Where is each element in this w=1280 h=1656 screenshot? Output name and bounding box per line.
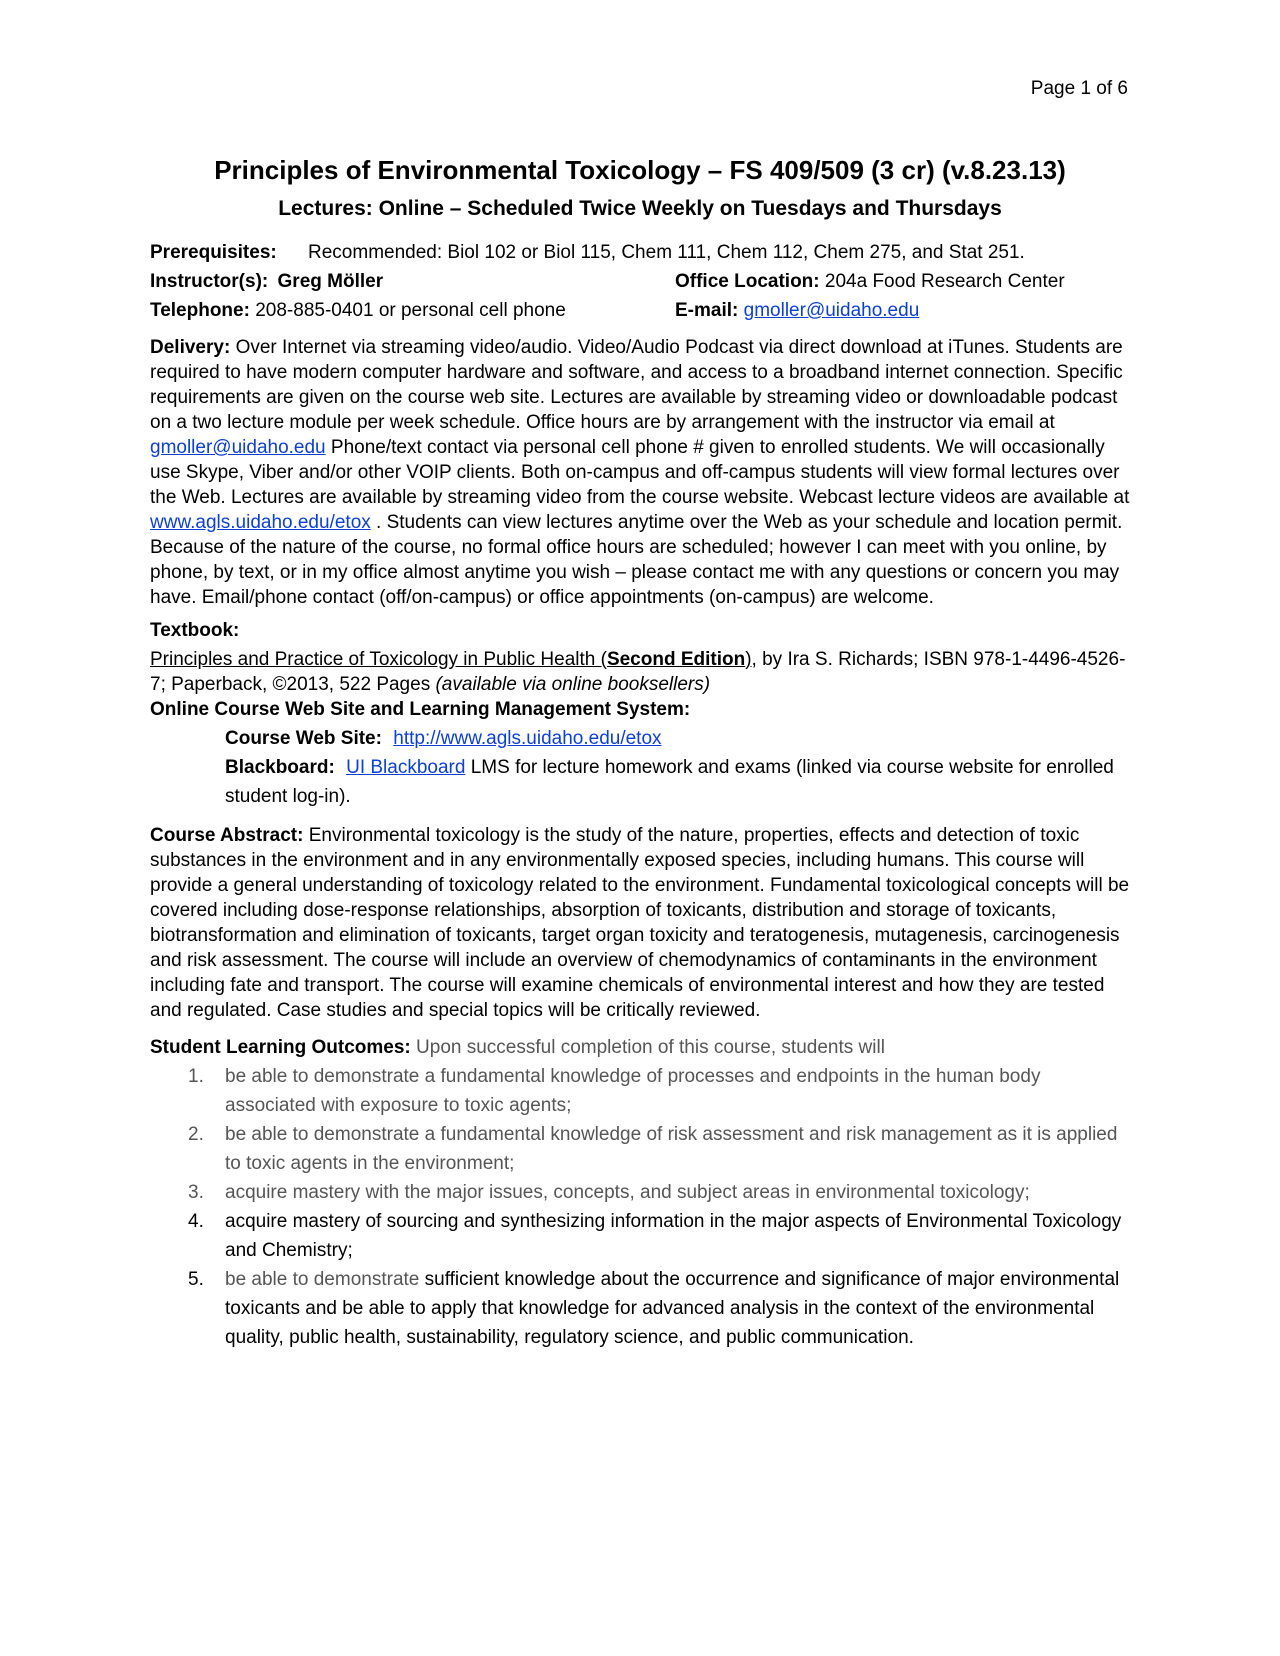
course-website-label: Course Web Site:: [225, 728, 382, 749]
page-number: Page 1 of 6: [1030, 78, 1128, 99]
outcomes-intro: [150, 1035, 1135, 1060]
course-website-line: [225, 724, 1135, 753]
delivery-paragraph: [150, 335, 1135, 610]
list-item: 1. be able to demonstrate a fundamental knowledge of processes and endpoints in the human body associated with exposure to toxic agents;: [188, 1066, 1041, 1116]
textbook-citation: [150, 647, 1135, 697]
instructor-row: [150, 269, 1135, 298]
email-link[interactable]: gmoller@uidaho.edu: [743, 300, 920, 321]
instructor-label: Instructor(s):: [150, 271, 269, 292]
office-label: Office Location:: [675, 271, 820, 292]
list-item: 4. acquire mastery of sourcing and synthesizing information in the major aspects of Environmental Toxicology and Chemistry;: [188, 1211, 1122, 1261]
contact-row: [150, 298, 1135, 327]
list-item: 2. be able to demonstrate a fundamental knowledge of risk assessment and risk management as it is applied to toxic agents in the environment;: [188, 1124, 1118, 1174]
abstract-text: Environmental toxicology is the study of the nature, properties, effects and detection of toxic substances in the environment and in any environmentally exposed species, including humans. This course will provide a general understanding of toxicology related to the environment. Fundamental toxicological concepts will be covered including dose-response relationships, absorption of toxicants, distribution and storage of toxicants, biotransformation and elimination of toxicants, target organ toxicity and teratogenesis, mutagenesis, carcinogenesis and risk assessment. The course will include an overview of chemodynamics of contaminants in the environment including fate and transport. The course will examine chemicals of environmental interest and how they are tested and regulated. Case studies and special topics will be critically reviewed.: [150, 825, 1130, 1021]
textbook-edition: Second Edition: [606, 649, 746, 670]
textbook-availability: (available via online booksellers): [435, 674, 711, 695]
list-item: 5. be able to demonstrate sufficient knowledge about the occurrence and significance of major environmental toxicants and be able to apply that knowledge for advanced analysis in the context of the environmental quality, public health, sustainability, regulatory science, and public communication.: [188, 1269, 1120, 1348]
course-abstract: [150, 823, 1135, 1023]
syllabus-body: [150, 240, 1135, 1352]
delivery-label: Delivery:: [150, 337, 231, 358]
delivery-text-2: Phone/text contact via personal cell phone # given to enrolled students. We will occasionally use Skype, Viber and/or other VOIP clients. Both on-campus and off-campus students will view formal lectures over the Web. Lectures are available by streaming video from the course website. Webcast lecture videos are available at: [150, 437, 1130, 508]
list-item: 3. acquire mastery with the major issues, concepts, and subject areas in environmental toxicology;: [188, 1182, 1030, 1203]
abstract-label: Course Abstract:: [150, 825, 304, 846]
prereq-value: Recommended: Biol 102 or Biol 115, Chem 111, Chem 112, Chem 275, and Stat 251.: [308, 242, 1025, 263]
blackboard-label: Blackboard:: [225, 757, 335, 778]
outcomes-intro-text: Upon successful completion of this course, students will: [416, 1037, 885, 1058]
office-location: [675, 269, 1065, 294]
office-value: 204a Food Research Center: [824, 271, 1065, 292]
instructor-name: Greg Möller: [277, 271, 384, 292]
textbook-title: Principles and Practice of Toxicology in Public Health (Second Edition): [150, 649, 752, 670]
blackboard-line: [225, 753, 1135, 811]
outcomes-label: Student Learning Outcomes:: [150, 1037, 411, 1058]
email-block: [675, 298, 919, 323]
course-subtitle: Lectures: Online – Scheduled Twice Weekly on Tuesdays and Thursdays: [278, 197, 1002, 220]
prereq-label: Prerequisites:: [150, 242, 277, 263]
prerequisites-row: [150, 240, 1135, 269]
delivery-url-link[interactable]: www.agls.uidaho.edu/etox: [150, 512, 371, 533]
delivery-text-1: Over Internet via streaming video/audio. Video/Audio Podcast via direct download at iTunes. Students are required to have modern computer hardware and software, and access to a broadband internet connection. Specific requirements are given on the course web site. Lectures are available by streaming video or downloadable podcast on a two lecture module per week schedule. Office hours are by arrangement with the instructor via email at: [150, 337, 1123, 433]
outcomes-list: [150, 1062, 1135, 1352]
email-label: E-mail:: [675, 300, 739, 321]
online-heading: Online Course Web Site and Learning Management System:: [150, 699, 691, 720]
textbook-details: , by Ira S. Richards; ISBN 978-1-4496-4526-7; Paperback, ©2013, 522 Pages: [150, 649, 1126, 695]
textbook-label: Textbook:: [150, 620, 240, 641]
telephone-label: Telephone:: [150, 300, 250, 321]
course-website-link[interactable]: http://www.agls.uidaho.edu/etox: [393, 728, 662, 749]
blackboard-text: LMS for lecture homework and exams (linked via course website for enrolled student log-in).: [225, 757, 1114, 807]
blackboard-link[interactable]: UI Blackboard: [346, 757, 466, 778]
course-title: Principles of Environmental Toxicology – FS 409/509 (3 cr) (v.8.23.13): [214, 155, 1066, 185]
telephone-value: 208-885-0401 or personal cell phone: [255, 300, 566, 321]
delivery-text-3: . Students can view lectures anytime over the Web as your schedule and location permit. Because of the nature of the course, no formal office hours are scheduled; however I can meet with you online, by phone, by text, or in my office almost anytime you wish – please contact me with any questions or concern you may have. Email/phone contact (off/on-campus) or office appointments (on-campus) are welcome.: [150, 512, 1123, 608]
delivery-email-link[interactable]: gmoller@uidaho.edu: [150, 437, 326, 458]
